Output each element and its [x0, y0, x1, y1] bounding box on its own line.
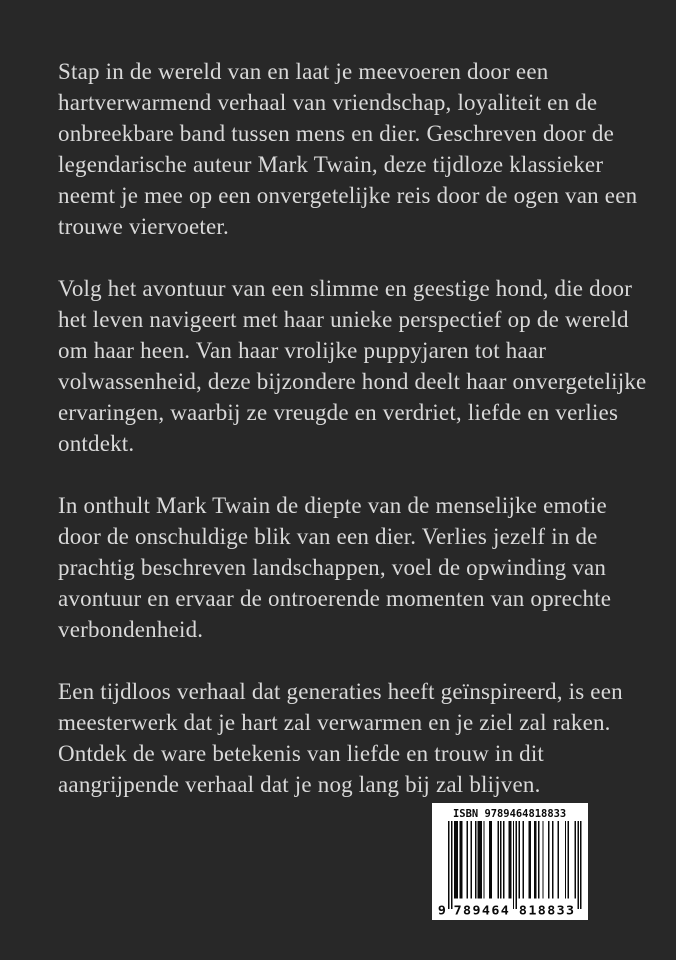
blurb-paragraph-4: Een tijdloos verhaal dat generaties heeft geïnspireerd, is een meesterwerk dat je hart zal verwarmen en je ziel zal raken. Ontdek de ware betekenis van liefde en trouw in dit aangrijpende verhaal dat je nog lang bij zal blijven. — [58, 679, 623, 797]
barcode-digits-right: 818833 — [518, 903, 576, 917]
barcode-bars-icon — [437, 821, 583, 917]
barcode-digits-left: 789464 — [453, 903, 511, 917]
blurb-paragraph-2: Volg het avontuur van een slimme en geestige hond, die door het leven navigeert met haar unieke perspectief op de wereld om haar heen. Van haar vrolijke puppyjaren tot haar volwassenheid, deze bijzondere hond deelt haar onvergetelijke ervaringen, waarbij ze vreugde en verdriet, liefde en verlies ontdekt. — [58, 276, 647, 456]
barcode-digit-lead: 9 — [437, 903, 446, 917]
back-cover-blurb — [58, 56, 650, 831]
isbn-label: ISBN 9789464818833 — [453, 807, 567, 820]
blurb-paragraph-1: Stap in de wereld van en laat je meevoeren door een hartverwarmend verhaal van vriendschap, loyaliteit en de onbreekbare band tussen mens en dier. Geschreven door de legendarische auteur Mark Twain, deze tijdloze klassieker neemt je mee op een onvergetelijke reis door de ogen van een trouwe viervoeter. — [58, 59, 638, 239]
blurb-paragraph-3: In onthult Mark Twain de diepte van de menselijke emotie door de onschuldige blik van een dier. Verlies jezelf in de prachtig beschreven landschappen, voel de opwinding van avontuur en ervaar de ontroerende momenten van oprechte verbondenheid. — [58, 493, 612, 642]
barcode-bars-group — [448, 821, 581, 909]
isbn-barcode — [432, 803, 588, 920]
